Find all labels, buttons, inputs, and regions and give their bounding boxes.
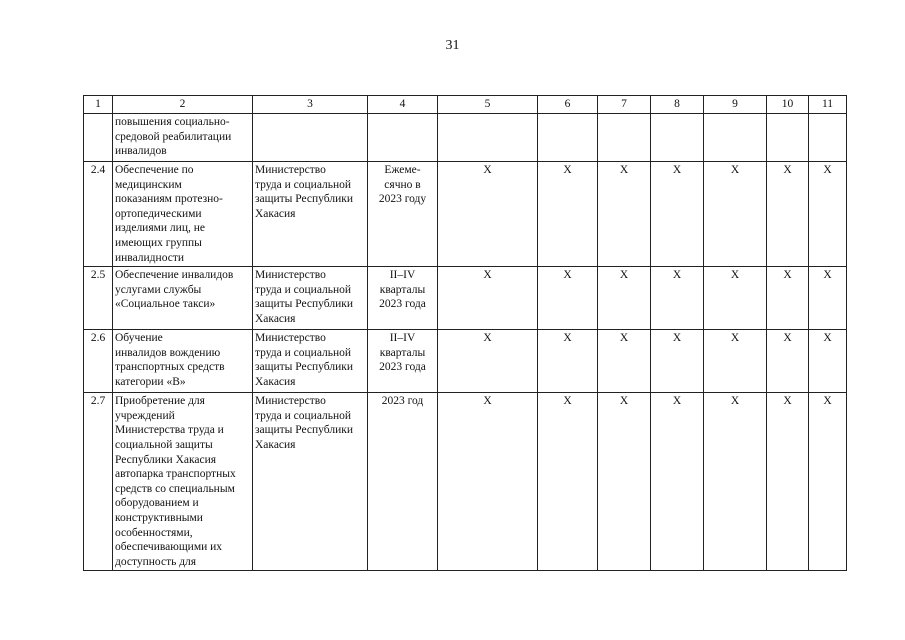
item-number-cell: 2.6 bbox=[84, 330, 113, 393]
cell-line: изделиями лиц, не bbox=[115, 222, 205, 235]
period-cell bbox=[368, 330, 438, 393]
cell-line: инвалидов bbox=[115, 145, 167, 158]
table-header-row bbox=[84, 96, 847, 114]
mark-cell: X bbox=[598, 330, 651, 393]
column-header: 4 bbox=[368, 96, 438, 114]
cell-line: кварталы bbox=[379, 283, 426, 296]
measures-table bbox=[83, 95, 847, 571]
cell-line: «Социальное такси» bbox=[115, 298, 216, 311]
column-header: 3 bbox=[253, 96, 368, 114]
cell-line: учреждений bbox=[115, 409, 175, 422]
period-cell bbox=[368, 267, 438, 330]
executor-cell bbox=[253, 114, 368, 162]
mark-cell: X bbox=[809, 162, 847, 267]
mark-cell: X bbox=[438, 330, 538, 393]
mark-cell bbox=[651, 114, 704, 162]
mark-cell: X bbox=[538, 162, 598, 267]
cell-line: защиты Республики bbox=[255, 298, 353, 311]
mark-cell: X bbox=[809, 267, 847, 330]
cell-line: защиты Республики bbox=[255, 193, 353, 206]
cell-line: защиты Республики bbox=[255, 424, 353, 437]
cell-line: оборудованием и bbox=[115, 497, 199, 510]
mark-cell: X bbox=[651, 393, 704, 571]
item-number-cell bbox=[84, 114, 113, 162]
cell-line: Приобретение для bbox=[115, 395, 205, 408]
table-body bbox=[84, 96, 847, 571]
mark-cell: X bbox=[767, 393, 809, 571]
table-row bbox=[84, 393, 847, 571]
item-number-cell: 2.4 bbox=[84, 162, 113, 267]
cell-line: повышения социально- bbox=[115, 116, 230, 128]
column-header: 9 bbox=[704, 96, 767, 114]
cell-line: 2023 года bbox=[379, 361, 426, 374]
column-header: 5 bbox=[438, 96, 538, 114]
cell-line: 2023 года bbox=[379, 298, 426, 311]
cell-line: 2023 год bbox=[381, 395, 424, 408]
cell-line: Министерство bbox=[255, 164, 326, 176]
cell-line: Ежеме- bbox=[384, 164, 421, 176]
mark-cell: X bbox=[767, 330, 809, 393]
mark-cell: X bbox=[538, 267, 598, 330]
cell-line: Хакасия bbox=[255, 375, 296, 388]
measure-name-cell bbox=[113, 162, 253, 267]
cell-line: Хакасия bbox=[255, 312, 296, 325]
item-number-cell: 2.5 bbox=[84, 267, 113, 330]
mark-cell: X bbox=[651, 330, 704, 393]
column-header: 8 bbox=[651, 96, 704, 114]
mark-cell: X bbox=[809, 330, 847, 393]
cell-line: защиты Республики bbox=[255, 361, 353, 374]
mark-cell: X bbox=[598, 267, 651, 330]
executor-cell bbox=[253, 393, 368, 571]
mark-cell: X bbox=[767, 267, 809, 330]
cell-line: инвалидности bbox=[115, 251, 185, 264]
mark-cell: X bbox=[538, 330, 598, 393]
cell-line: труда и социальной bbox=[255, 409, 352, 422]
period-cell bbox=[368, 162, 438, 267]
cell-line: услугами службы bbox=[115, 283, 202, 296]
cell-line: 2023 году bbox=[378, 193, 427, 206]
item-number-cell: 2.7 bbox=[84, 393, 113, 571]
cell-line: особенностями, bbox=[115, 526, 193, 539]
cell-line: транспортных средств bbox=[115, 361, 225, 374]
cell-line: медицинским bbox=[115, 178, 182, 191]
cell-line: автопарка транспортных bbox=[115, 468, 236, 481]
mark-cell bbox=[767, 114, 809, 162]
mark-cell: X bbox=[704, 393, 767, 571]
mark-cell: X bbox=[438, 393, 538, 571]
cell-line: обеспечивающими их bbox=[115, 541, 223, 554]
cell-line: Обучение bbox=[115, 332, 163, 345]
executor-cell bbox=[253, 162, 368, 267]
period-cell bbox=[368, 393, 438, 571]
mark-cell: X bbox=[651, 162, 704, 267]
mark-cell bbox=[704, 114, 767, 162]
table-row bbox=[84, 330, 847, 393]
measure-name-cell bbox=[113, 114, 253, 162]
cell-line: категории «В» bbox=[115, 375, 186, 388]
column-header: 10 bbox=[767, 96, 809, 114]
table-row bbox=[84, 162, 847, 267]
cell-line: Хакасия bbox=[255, 207, 296, 220]
cell-line: кварталы bbox=[379, 346, 426, 359]
cell-line: Обеспечение инвалидов bbox=[115, 269, 234, 282]
cell-line: показаниям протезно- bbox=[115, 193, 223, 206]
measure-name-cell bbox=[113, 330, 253, 393]
cell-line: конструктивными bbox=[115, 511, 203, 524]
mark-cell: X bbox=[704, 330, 767, 393]
mark-cell bbox=[538, 114, 598, 162]
cell-line: ортопедическими bbox=[115, 207, 202, 220]
cell-line: средств со специальным bbox=[115, 482, 235, 495]
cell-line: имеющих группы bbox=[115, 236, 202, 249]
mark-cell bbox=[598, 114, 651, 162]
cell-line: Хакасия bbox=[255, 438, 296, 451]
measure-name-cell bbox=[113, 267, 253, 330]
mark-cell: X bbox=[538, 393, 598, 571]
cell-line: сячно в bbox=[384, 178, 421, 191]
cell-line: Министерство bbox=[255, 269, 326, 282]
cell-line: труда и социальной bbox=[255, 178, 352, 191]
cell-line: труда и социальной bbox=[255, 346, 352, 359]
column-header: 11 bbox=[809, 96, 847, 114]
cell-line: труда и социальной bbox=[255, 283, 352, 296]
period-cell bbox=[368, 114, 438, 162]
executor-cell bbox=[253, 267, 368, 330]
mark-cell: X bbox=[438, 162, 538, 267]
cell-line: средовой реабилитации bbox=[115, 130, 232, 143]
column-header: 7 bbox=[598, 96, 651, 114]
cell-line: Министерства труда и bbox=[115, 424, 224, 437]
mark-cell: X bbox=[704, 267, 767, 330]
executor-cell bbox=[253, 330, 368, 393]
cell-line: Министерство bbox=[255, 395, 326, 408]
cell-line: инвалидов вождению bbox=[115, 346, 221, 359]
column-header: 6 bbox=[538, 96, 598, 114]
column-header: 2 bbox=[113, 96, 253, 114]
page-number: 31 bbox=[445, 38, 460, 53]
mark-cell: X bbox=[704, 162, 767, 267]
column-header: 1 bbox=[84, 96, 113, 114]
cell-line: Обеспечение по bbox=[115, 164, 194, 176]
table-row bbox=[84, 114, 847, 162]
mark-cell: X bbox=[598, 162, 651, 267]
mark-cell: X bbox=[598, 393, 651, 571]
cell-line: социальной защиты bbox=[115, 438, 213, 451]
mark-cell bbox=[809, 114, 847, 162]
mark-cell bbox=[438, 114, 538, 162]
mark-cell: X bbox=[438, 267, 538, 330]
cell-line: Республики Хакасия bbox=[115, 453, 217, 466]
mark-cell: X bbox=[767, 162, 809, 267]
cell-line: доступность для bbox=[115, 555, 197, 568]
mark-cell: X bbox=[809, 393, 847, 571]
measure-name-cell bbox=[113, 393, 253, 571]
cell-line: Министерство bbox=[255, 332, 326, 345]
table-row bbox=[84, 267, 847, 330]
mark-cell: X bbox=[651, 267, 704, 330]
cell-line: II–IV bbox=[389, 332, 416, 345]
cell-line: II–IV bbox=[389, 269, 416, 282]
